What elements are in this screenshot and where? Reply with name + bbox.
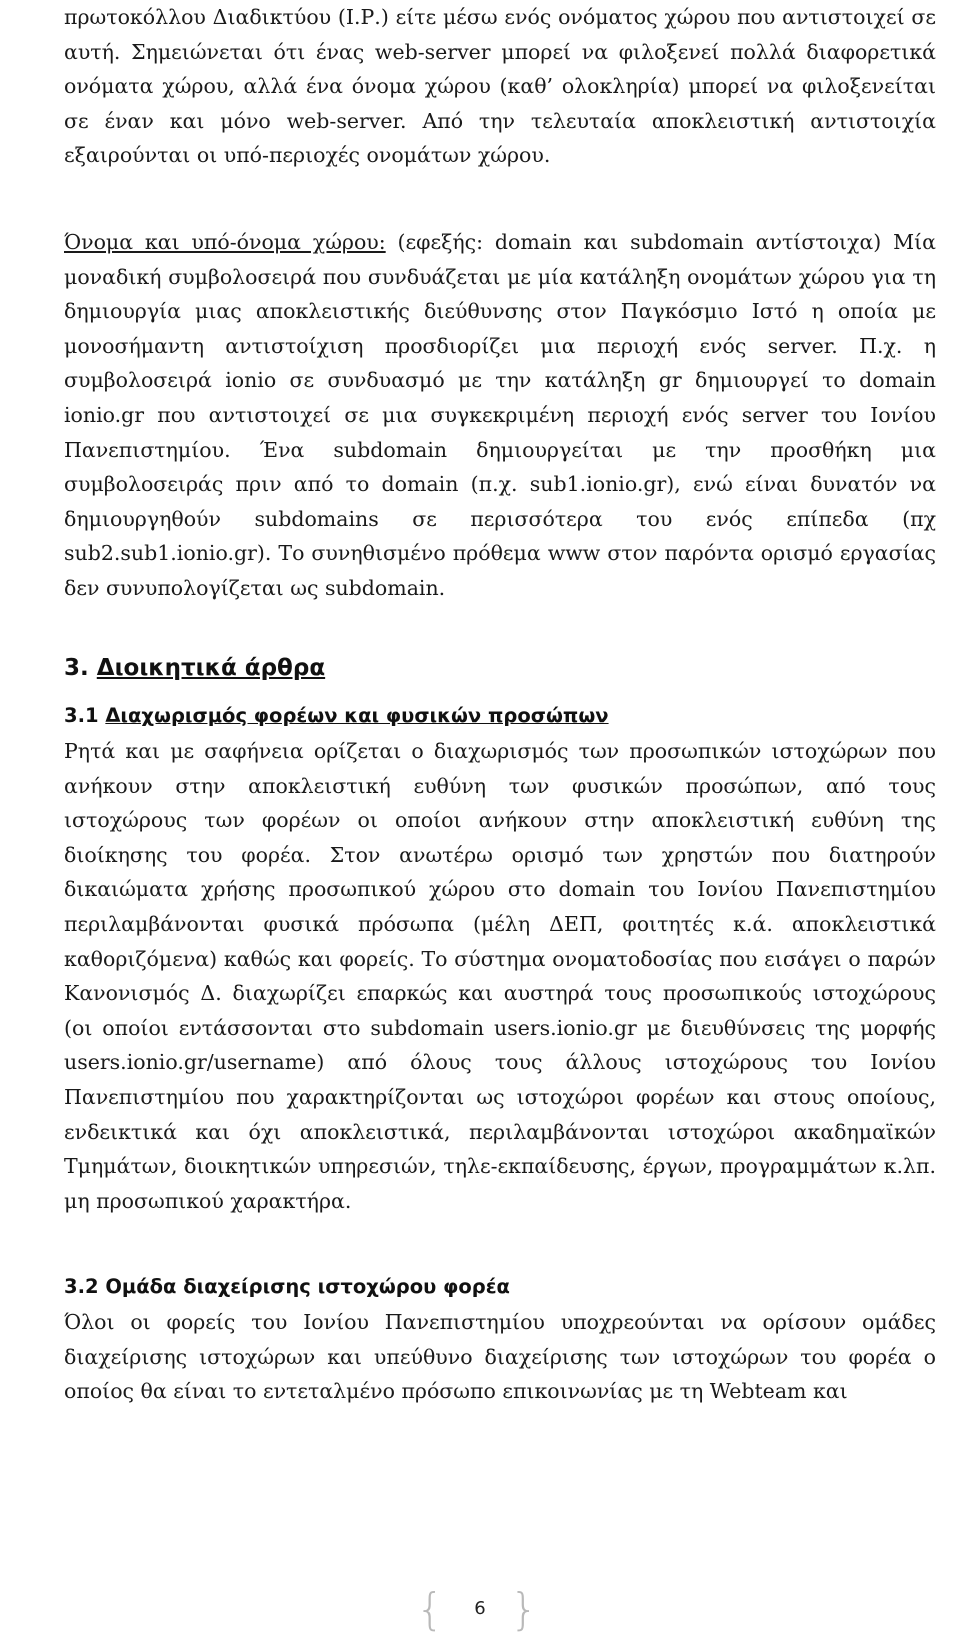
subsection-heading-3-2: 3.2 Ομάδα διαχείρισης ιστοχώρου φορέα	[64, 1275, 510, 1298]
subsection-heading-3-1	[64, 704, 609, 727]
section-heading-3	[64, 655, 325, 681]
subsection-number: 3.1	[64, 704, 99, 727]
page-number: 6	[474, 1598, 486, 1619]
section-title: Διοικητικά άρθρα	[96, 655, 326, 681]
paragraph-separation: Ρητά και με σαφήνεια ορίζεται ο διαχωρισμός των προσωπικών ιστοχώρων που ανήκουν στην αποκλειστική ευθύνη των φυσικών προσώπων, από τους ιστοχώρους των φορέων οι οποίοι ανήκουν στην αποκλειστική ευθύνη της διοίκησης του φορέα. Στον ανωτέρω ορισμό των χρηστών που διατηρούν δικαιώματα χρήσης προσωπικού χώρου στο domain του Ιονίου Πανεπιστημίου περιλαμβάνονται φυσικά πρόσωπα (μέλη ΔΕΠ, φοιτητές κ.ά. αποκλειστικά καθοριζόμενα) καθώς και φορείς. Το σύστημα ονοματοδοσίας που εισάγει ο παρών Κανονισμός Δ. διαχωρίζει επαρκώς και αυστηρά τους προσωπικούς ιστοχώρους (οι οποίοι εντάσσονται στο subdomain users.ionio.gr με διευθύνσεις της μορφής users.ionio.gr/username) από όλους τους άλλους ιστοχώρους του Ιονίου Πανεπιστημίου που χαρακτηρίζονται ως ιστοχώροι φορέων και στους οποίους, ενδεικτικά και όχι αποκλειστικά, περιλαμβάνονται ιστοχώροι ακαδημαϊκών Τμημάτων, διοικητικών υπηρεσιών, τηλε-εκπαίδευσης, έργων, προγραμμάτων κ.λπ. μη προσωπικού χαρακτήρα.	[64, 739, 936, 1213]
section-number: 3.	[64, 655, 89, 681]
paragraph-ip-domain: πρωτοκόλλου Διαδικτύου (Ι.Ρ.) είτε μέσω ενός ονόματος χώρου που αντιστοιχεί σε αυτή. Σημειώνεται ότι ένας web-server μπορεί να φιλοξενεί πολλά διαφορετικά ονόματα χώρου, αλλά ένα όνομα χώρου (καθ’ ολοκληρία) μπορεί να φιλοξενείται σε έναν και μόνο web-server. Από την τελευταία αποκλειστική αντιστοιχία εξαιρούνται οι υπό-περιοχές ονομάτων χώρου.	[64, 5, 936, 168]
subsection-title: Διαχωρισμός φορέων και φυσικών προσώπων	[105, 704, 609, 727]
definition-body: (εφεξής: domain και subdomain αντίστοιχα) Μία μοναδική συμβολοσειρά που συνδυάζεται με μία κατάληξη ονομάτων χώρου για τη δημιουργία μιας αποκλειστικής διεύθυνσης στον Παγκόσμιο Ιστό η οποία με μονοσήμαντη αντιστοίχιση προσδιορίζει μια περιοχή ενός server. Π.χ. η συμβολοσειρά ionio σε συνδυασμό με την κατάληξη gr δημιουργεί το domain ionio.gr που αντιστοιχεί σε μια συγκεκριμένη περιοχή ενός server του Ιονίου Πανεπιστημίου. Ένα subdomain δημιουργείται με την προσθήκη μια συμβολοσειράς πριν από το domain (π.χ. sub1.ionio.gr), ενώ είναι δυνατόν να δημιουργηθούν subdomains σε περισσότερα του ενός επίπεδα (πχ sub2.sub1.ionio.gr). Το συνηθισμένο πρόθεμα www στον παρόντα ορισμό εργασίας δεν συνυπολογίζεται ως subdomain.	[64, 230, 936, 600]
left-brace-ornament: {	[416, 1584, 444, 1635]
page-footer	[0, 1586, 960, 1634]
paragraph-domain-definition	[64, 225, 936, 606]
definition-term: Όνομα και υπό-όνομα χώρου:	[64, 230, 386, 254]
paragraph-management-team: Όλοι οι φορείς του Ιονίου Πανεπιστημίου υποχρεούνται να ορίσουν ομάδες διαχείρισης ιστοχώρων και υπεύθυνο διαχείρισης των ιστοχώρων του φορέα ο οποίος θα είναι το εντεταλμένο πρόσωπο επικοινωνίας με τη Webteam και	[64, 1310, 936, 1404]
right-brace-ornament: }	[510, 1584, 538, 1635]
